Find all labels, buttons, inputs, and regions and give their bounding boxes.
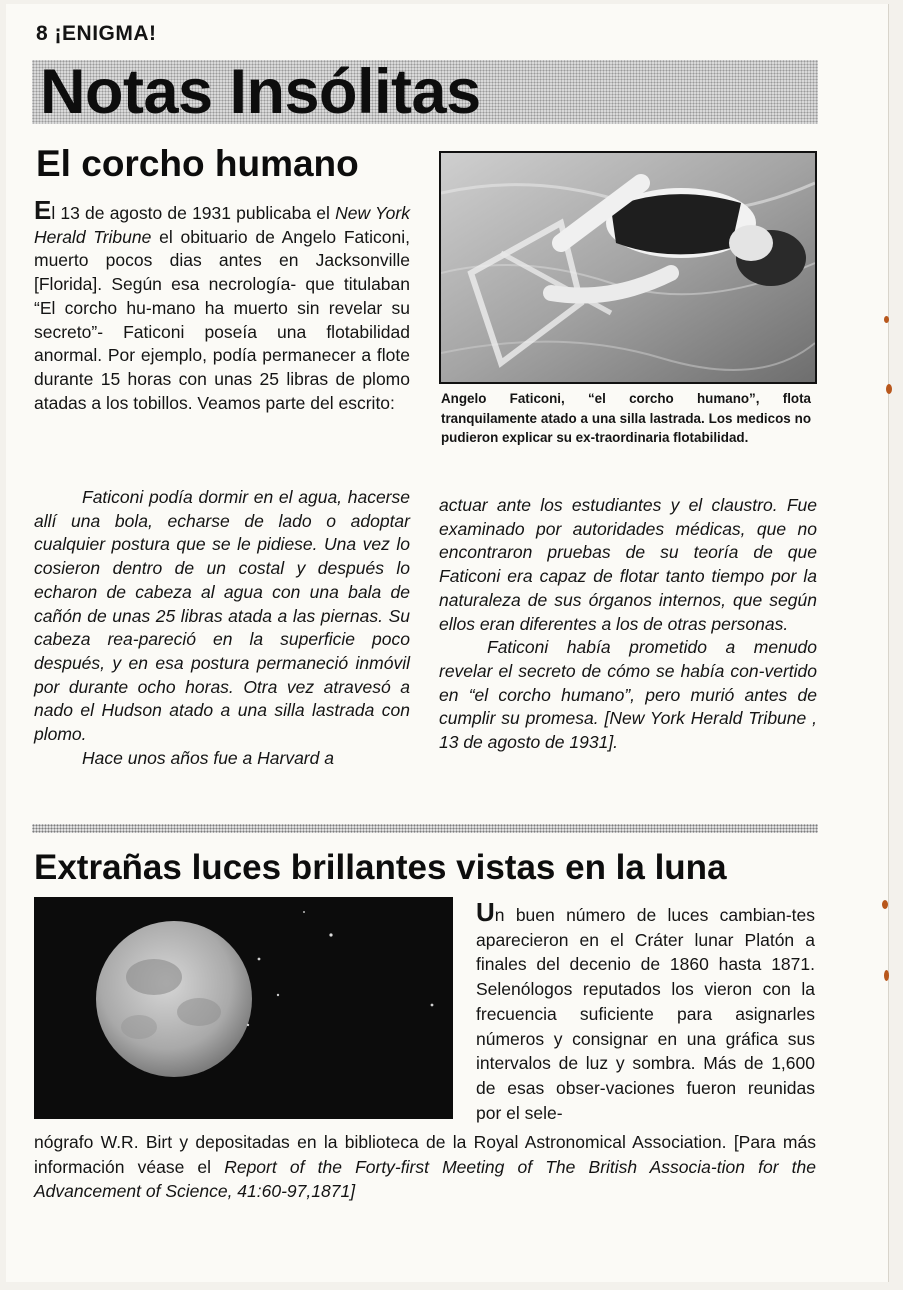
article-2-body-1: n buen número de luces cambian-tes aparecieron en el Cráter lunar Platón a finales del decenio de 1860 hasta 1871. Selenólogos reputados los vieron con la frecuencia suficiente para asignarles números y consignar en una gráfica sus intervalos de luz y sombra. Más de 1,600 de esas obser-vaciones fueron reunidas por el sele- bbox=[476, 905, 815, 1123]
article-1-quote-left bbox=[34, 486, 410, 770]
article-1-line-1: l 13 de agosto de 1931 publicaba el bbox=[51, 203, 330, 223]
page-number: 8 bbox=[36, 22, 49, 45]
article-1-body: Angelo Faticoni, muerto pocos dias antes en Jacksonville [Florida]. Según esa necrología- que titulaban “El corcho hu-mano ha muerto sin revelar su secreto”- Faticoni poseía una flotabilidad anormal. Por ejemplo, podía permanecer a flote durante 15 horas con unas 25 libras de plomo atadas a los tobillos. Veamos parte del escrito: bbox=[34, 226, 410, 413]
paper-speck bbox=[884, 316, 889, 323]
article-1-dropcap: E bbox=[34, 195, 52, 225]
article-1-headline: El corcho humano bbox=[36, 143, 359, 184]
article-1-intro bbox=[34, 195, 410, 415]
floating-man-illustration bbox=[441, 153, 815, 382]
quote-paragraph-2-start: Hace unos años fue a Harvard a bbox=[82, 747, 334, 768]
section-divider bbox=[32, 824, 818, 833]
article-2-dropcap: U bbox=[476, 897, 495, 927]
faticoni-photo bbox=[439, 151, 817, 384]
magazine-name: ¡ENIGMA! bbox=[54, 22, 157, 45]
photo-caption: Angelo Faticoni, “el corcho humano”, flota tranquilamente atado a una silla lastrada. Los medicos no pudieron explicar su ex-traordinaria flotabilidad. bbox=[441, 391, 811, 445]
article-1-quote-right bbox=[439, 494, 817, 755]
moon-illustration bbox=[34, 897, 453, 1119]
paper-speck bbox=[882, 900, 888, 909]
article-2-body-2: nógrafo W.R. Birt y depositadas en la biblioteca de la Royal Astronomical Association. [Para más información véase el bbox=[34, 1132, 816, 1177]
quote-paragraph-2-cont: actuar ante los estudiantes y el claustro. Fue examinado por autoridades médicas, que no encontraron pruebas de su teoría de que Faticoni era capaz de flotar tanto tiempo por la naturaleza de sus órganos internos, que según ellos eran diferentes a los de otras personas. bbox=[439, 495, 817, 634]
quote-paragraph-1: Faticoni podía dormir en el agua, hacerse allí una bola, echarse de lado o adoptar cualquier postura que se le pidiese. Una vez lo cosieron dentro de un costal y después lo echaron de cabeza al agua con una bala de cañón de unas 25 libras atada a las piernas. Su cabeza rea-pareció en la superficie poco después, y en esa postura permaneció inmóvil por durante ocho horas. Otra vez atravesó a nado el Hudson atado a una silla lastrada con plomo. bbox=[34, 487, 410, 745]
article-2-text-bottom bbox=[34, 1130, 816, 1204]
newspaper-name: New York Herald Tribune bbox=[34, 203, 410, 247]
quote-paragraph-3: Faticoni había prometido a menudo revelar el secreto de cómo se había con-vertido en “el corcho humano”, pero murió antes de cumplir su promesa. [New York Herald Tribune , 13 de agosto de 1931]. bbox=[439, 637, 817, 753]
paper-speck bbox=[886, 384, 892, 394]
article-2-text-right bbox=[476, 897, 815, 1125]
moon-photo bbox=[34, 897, 453, 1119]
section-title: Notas Insólitas bbox=[40, 57, 481, 127]
article-1-line-2: el obituario de bbox=[151, 226, 275, 247]
article-2-headline: Extrañas luces brillantes vistas en la luna bbox=[34, 848, 727, 887]
folio bbox=[36, 22, 157, 46]
article-2-reference: Report of the Forty-first Meeting of The British Associa-tion for the Advancement of Science, 41:60-97,1871] bbox=[34, 1156, 816, 1202]
paper-speck bbox=[884, 970, 889, 981]
